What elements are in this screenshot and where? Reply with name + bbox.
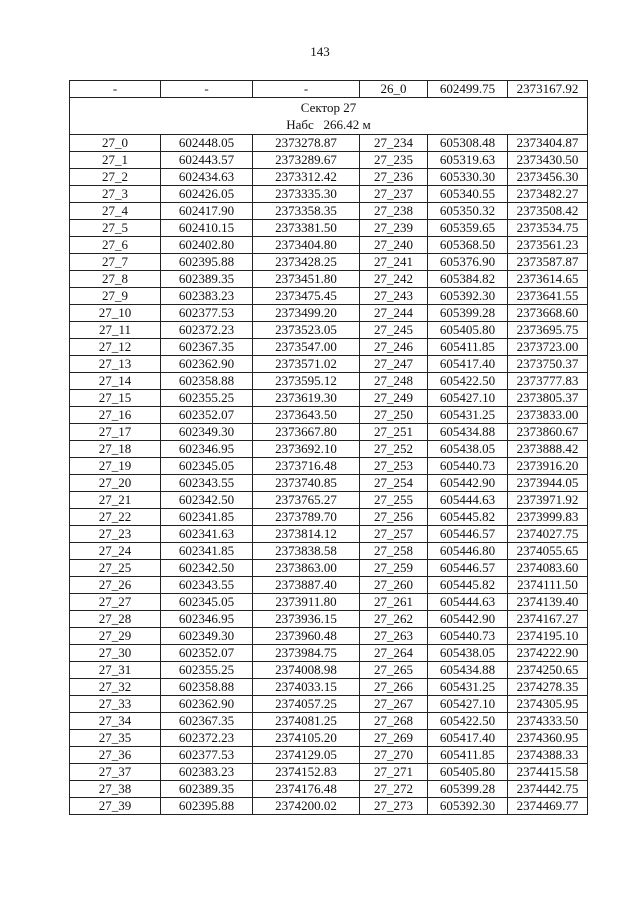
page-number: 143 — [310, 44, 330, 59]
table-row — [70, 713, 588, 730]
table-row — [70, 203, 588, 220]
table-cell: 2373614.65 — [508, 271, 588, 288]
table-cell: 27_39 — [70, 798, 161, 815]
table-cell: 602349.30 — [161, 628, 253, 645]
table-cell: 27_247 — [360, 356, 428, 373]
table-cell: 2373916.20 — [508, 458, 588, 475]
table-cell: 605444.63 — [428, 492, 508, 509]
table-cell: 2373571.02 — [253, 356, 360, 373]
sector-header — [70, 98, 588, 135]
table-cell: 27_260 — [360, 577, 428, 594]
table-cell: 27_234 — [360, 135, 428, 152]
table-cell: 2373499.20 — [253, 305, 360, 322]
table-cell: 2373335.30 — [253, 186, 360, 203]
table-cell: 602362.90 — [161, 696, 253, 713]
table-cell: 605440.73 — [428, 458, 508, 475]
table-cell: 2374278.35 — [508, 679, 588, 696]
table-cell: 2374167.27 — [508, 611, 588, 628]
table-cell: 2374415.58 — [508, 764, 588, 781]
table-cell: 2373451.80 — [253, 271, 360, 288]
table-cell: 605411.85 — [428, 747, 508, 764]
table-cell: 2373428.25 — [253, 254, 360, 271]
table-cell: 605368.50 — [428, 237, 508, 254]
table-cell: 2373695.75 — [508, 322, 588, 339]
table-cell: 2374333.50 — [508, 713, 588, 730]
table-cell: 605446.57 — [428, 560, 508, 577]
table-row — [70, 543, 588, 560]
table-cell: 27_235 — [360, 152, 428, 169]
table-cell: 2374200.02 — [253, 798, 360, 815]
sector-header-row — [70, 98, 588, 135]
table-row — [70, 492, 588, 509]
table-cell: 602372.23 — [161, 730, 253, 747]
table-cell: 602345.05 — [161, 594, 253, 611]
table-cell: 605319.63 — [428, 152, 508, 169]
table-cell: 2373667.80 — [253, 424, 360, 441]
table-cell: 27_35 — [70, 730, 161, 747]
table-cell: 27_0 — [70, 135, 161, 152]
table-row — [70, 152, 588, 169]
table-cell: 602341.85 — [161, 509, 253, 526]
table-cell: 2373404.87 — [508, 135, 588, 152]
table-cell: 605359.65 — [428, 220, 508, 237]
table-cell: 2373430.50 — [508, 152, 588, 169]
table-row — [70, 373, 588, 390]
table-cell: 2374081.25 — [253, 713, 360, 730]
table-cell: 27_37 — [70, 764, 161, 781]
table-row — [70, 339, 588, 356]
table-row — [70, 135, 588, 152]
table-cell: 27_15 — [70, 390, 161, 407]
table-cell: 2373944.05 — [508, 475, 588, 492]
table-cell: 27_23 — [70, 526, 161, 543]
table-cell: 605422.50 — [428, 373, 508, 390]
table-cell: 605431.25 — [428, 407, 508, 424]
table-cell: 602343.55 — [161, 475, 253, 492]
table-cell: 605434.88 — [428, 424, 508, 441]
table-cell: 27_273 — [360, 798, 428, 815]
table-cell: 2373523.05 — [253, 322, 360, 339]
table-cell: 27_24 — [70, 543, 161, 560]
table-cell: 602395.88 — [161, 254, 253, 271]
table-cell: 605308.48 — [428, 135, 508, 152]
table-cell: 2374195.10 — [508, 628, 588, 645]
table-cell: 27_264 — [360, 645, 428, 662]
table-cell: 27_38 — [70, 781, 161, 798]
table-cell: 605440.73 — [428, 628, 508, 645]
table-cell: 602343.55 — [161, 577, 253, 594]
table-cell: 27_239 — [360, 220, 428, 237]
table-row — [70, 696, 588, 713]
table-row — [70, 645, 588, 662]
table-cell: 27_258 — [360, 543, 428, 560]
table-cell: 27_236 — [360, 169, 428, 186]
table-cell: 27_33 — [70, 696, 161, 713]
table-cell: 605392.30 — [428, 288, 508, 305]
table-cell: 602443.57 — [161, 152, 253, 169]
table-cell: 27_238 — [360, 203, 428, 220]
table-cell: 27_17 — [70, 424, 161, 441]
table-cell: 2374305.95 — [508, 696, 588, 713]
table-cell: 605376.90 — [428, 254, 508, 271]
table-cell: 2373984.75 — [253, 645, 360, 662]
table-cell: 27_268 — [360, 713, 428, 730]
table-cell: 605405.80 — [428, 764, 508, 781]
table-cell: - — [253, 81, 360, 98]
table-cell: 27_10 — [70, 305, 161, 322]
table-cell: 2373619.30 — [253, 390, 360, 407]
table-row — [70, 679, 588, 696]
table-cell: 602434.63 — [161, 169, 253, 186]
table-cell: 602346.95 — [161, 611, 253, 628]
table-cell: 2373534.75 — [508, 220, 588, 237]
table-cell: 605438.05 — [428, 645, 508, 662]
table-cell: 605427.10 — [428, 696, 508, 713]
table-row — [70, 577, 588, 594]
table-cell: 2373312.42 — [253, 169, 360, 186]
table-cell: 602345.05 — [161, 458, 253, 475]
table-cell: 2373887.40 — [253, 577, 360, 594]
table-cell: 27_3 — [70, 186, 161, 203]
table-cell: 2373475.45 — [253, 288, 360, 305]
table-cell: 602499.75 — [428, 81, 508, 98]
height-label: Набс — [286, 117, 314, 132]
table-cell: 27_29 — [70, 628, 161, 645]
table-cell: 602341.85 — [161, 543, 253, 560]
table-cell: 27_254 — [360, 475, 428, 492]
table-cell: 27_246 — [360, 339, 428, 356]
table-cell: 2374027.75 — [508, 526, 588, 543]
table-cell: 2373358.35 — [253, 203, 360, 220]
table-cell: 27_19 — [70, 458, 161, 475]
table-cell: 602426.05 — [161, 186, 253, 203]
table-cell: 605422.50 — [428, 713, 508, 730]
table-cell: 27_266 — [360, 679, 428, 696]
table-cell: 602402.80 — [161, 237, 253, 254]
table-cell: 2374105.20 — [253, 730, 360, 747]
table-cell: - — [161, 81, 253, 98]
table-cell: 602342.50 — [161, 492, 253, 509]
table-cell: 2374250.65 — [508, 662, 588, 679]
table-row — [70, 305, 588, 322]
table-cell: 2374139.40 — [508, 594, 588, 611]
table-row — [70, 424, 588, 441]
table-cell: 2373668.60 — [508, 305, 588, 322]
table-cell: 27_31 — [70, 662, 161, 679]
table-cell: 27_20 — [70, 475, 161, 492]
table-cell: 602346.95 — [161, 441, 253, 458]
table-row — [70, 798, 588, 815]
table-cell: 2373508.42 — [508, 203, 588, 220]
table-row — [70, 747, 588, 764]
table-cell: 602417.90 — [161, 203, 253, 220]
table-row — [70, 237, 588, 254]
table-row — [70, 220, 588, 237]
table-cell: 602349.30 — [161, 424, 253, 441]
table-row — [70, 662, 588, 679]
sector-title: Сектор 27 — [300, 100, 357, 115]
table-cell: 2373381.50 — [253, 220, 360, 237]
table-cell: 27_269 — [360, 730, 428, 747]
table-cell: 2373999.83 — [508, 509, 588, 526]
table-cell: 27_255 — [360, 492, 428, 509]
table-cell: 605445.82 — [428, 509, 508, 526]
table-cell: 27_271 — [360, 764, 428, 781]
table-cell: 605350.32 — [428, 203, 508, 220]
table-row — [70, 594, 588, 611]
table-cell: 27_26 — [70, 577, 161, 594]
table-cell: 2373765.27 — [253, 492, 360, 509]
table-cell: 27_252 — [360, 441, 428, 458]
table-cell: 27_6 — [70, 237, 161, 254]
table-cell: 27_27 — [70, 594, 161, 611]
table-cell: 602448.05 — [161, 135, 253, 152]
table-row — [70, 186, 588, 203]
table-cell: 602367.35 — [161, 339, 253, 356]
table-cell: 605399.28 — [428, 781, 508, 798]
table-cell: 2374469.77 — [508, 798, 588, 815]
table-row — [70, 169, 588, 186]
table-cell: 2373777.83 — [508, 373, 588, 390]
table-cell: 27_257 — [360, 526, 428, 543]
table-cell: 602377.53 — [161, 747, 253, 764]
table-cell: 2374129.05 — [253, 747, 360, 764]
table-cell: 27_253 — [360, 458, 428, 475]
table-row — [70, 288, 588, 305]
table-cell: 605445.82 — [428, 577, 508, 594]
table-cell: 2373641.55 — [508, 288, 588, 305]
table-row — [70, 781, 588, 798]
table-cell: 602358.88 — [161, 373, 253, 390]
table-cell: 602352.07 — [161, 407, 253, 424]
table-cell: 2373456.30 — [508, 169, 588, 186]
table-cell: 27_259 — [360, 560, 428, 577]
table-cell: 602395.88 — [161, 798, 253, 815]
table-cell: 2374033.15 — [253, 679, 360, 696]
table-cell: 27_242 — [360, 271, 428, 288]
table-row — [70, 458, 588, 475]
table-row — [70, 441, 588, 458]
table-cell: 27_30 — [70, 645, 161, 662]
table-cell: 27_263 — [360, 628, 428, 645]
table-row — [70, 254, 588, 271]
table-cell: 2373547.00 — [253, 339, 360, 356]
table-row — [70, 407, 588, 424]
table-cell: 605434.88 — [428, 662, 508, 679]
table-cell: 605330.30 — [428, 169, 508, 186]
table-cell: 602410.15 — [161, 220, 253, 237]
table-cell: 2373289.67 — [253, 152, 360, 169]
table-cell: 2374176.48 — [253, 781, 360, 798]
table-cell: 2373482.27 — [508, 186, 588, 203]
table-cell: 27_7 — [70, 254, 161, 271]
table-cell: 27_2 — [70, 169, 161, 186]
table-cell: - — [70, 81, 161, 98]
table-cell: 605442.90 — [428, 475, 508, 492]
table-cell: 2373936.15 — [253, 611, 360, 628]
table-cell: 605411.85 — [428, 339, 508, 356]
table-cell: 27_14 — [70, 373, 161, 390]
table-cell: 2373805.37 — [508, 390, 588, 407]
table-cell: 27_1 — [70, 152, 161, 169]
table-cell: 602352.07 — [161, 645, 253, 662]
table-cell: 605384.82 — [428, 271, 508, 288]
table-cell: 605340.55 — [428, 186, 508, 203]
table-cell: 2374008.98 — [253, 662, 360, 679]
table-cell: 605417.40 — [428, 730, 508, 747]
table-cell: 27_256 — [360, 509, 428, 526]
table-cell: 27_261 — [360, 594, 428, 611]
table-cell: 2374055.65 — [508, 543, 588, 560]
table-cell: 2373692.10 — [253, 441, 360, 458]
table-cell: 27_250 — [360, 407, 428, 424]
table-cell: 27_240 — [360, 237, 428, 254]
table-cell: 2374111.50 — [508, 577, 588, 594]
table-row — [70, 611, 588, 628]
table-cell: 27_16 — [70, 407, 161, 424]
table-cell: 602342.50 — [161, 560, 253, 577]
table-row — [70, 730, 588, 747]
table-cell: 27_8 — [70, 271, 161, 288]
table-cell: 2374057.25 — [253, 696, 360, 713]
table-cell: 27_237 — [360, 186, 428, 203]
table-cell: 27_25 — [70, 560, 161, 577]
table-cell: 2374360.95 — [508, 730, 588, 747]
table-cell: 2373971.92 — [508, 492, 588, 509]
table-cell: 2373723.00 — [508, 339, 588, 356]
table-cell: 605446.80 — [428, 543, 508, 560]
table-cell: 27_9 — [70, 288, 161, 305]
table-cell: 602389.35 — [161, 271, 253, 288]
table-cell: 605438.05 — [428, 441, 508, 458]
table-cell: 27_36 — [70, 747, 161, 764]
table-cell: 27_11 — [70, 322, 161, 339]
table-cell: 2373278.87 — [253, 135, 360, 152]
table-cell: 27_245 — [360, 322, 428, 339]
table-cell: 27_21 — [70, 492, 161, 509]
table-cell: 2374388.33 — [508, 747, 588, 764]
table-row — [70, 390, 588, 407]
table-cell: 27_249 — [360, 390, 428, 407]
table-cell: 2373404.80 — [253, 237, 360, 254]
table-cell: 27_241 — [360, 254, 428, 271]
table-cell: 2373587.87 — [508, 254, 588, 271]
table-cell: 27_22 — [70, 509, 161, 526]
table-cell: 2373167.92 — [508, 81, 588, 98]
table-cell: 2373750.37 — [508, 356, 588, 373]
table-cell: 2374222.90 — [508, 645, 588, 662]
table-row — [70, 560, 588, 577]
table-cell: 602377.53 — [161, 305, 253, 322]
table-row — [70, 475, 588, 492]
table-row — [70, 764, 588, 781]
table-cell: 602389.35 — [161, 781, 253, 798]
table-row-top — [70, 81, 588, 98]
table-cell: 602355.25 — [161, 662, 253, 679]
table-cell: 605399.28 — [428, 305, 508, 322]
table-cell: 27_267 — [360, 696, 428, 713]
table-cell: 605431.25 — [428, 679, 508, 696]
table-cell: 605392.30 — [428, 798, 508, 815]
table-cell: 602372.23 — [161, 322, 253, 339]
table-cell: 602358.88 — [161, 679, 253, 696]
table-row — [70, 526, 588, 543]
table-cell: 27_244 — [360, 305, 428, 322]
table-cell: 2374152.83 — [253, 764, 360, 781]
table-cell: 602362.90 — [161, 356, 253, 373]
table-cell: 2373814.12 — [253, 526, 360, 543]
table-cell: 602355.25 — [161, 390, 253, 407]
height-value: 266.42 м — [323, 117, 371, 132]
table-cell: 27_248 — [360, 373, 428, 390]
coordinates-table — [69, 80, 588, 815]
table-cell: 2373643.50 — [253, 407, 360, 424]
table-cell: 2373863.00 — [253, 560, 360, 577]
table-cell: 605417.40 — [428, 356, 508, 373]
table-cell: 27_270 — [360, 747, 428, 764]
table-cell: 27_18 — [70, 441, 161, 458]
table-row — [70, 628, 588, 645]
table-row — [70, 356, 588, 373]
table-cell: 602341.63 — [161, 526, 253, 543]
table-cell: 2373833.00 — [508, 407, 588, 424]
table-row — [70, 322, 588, 339]
table-cell: 2374442.75 — [508, 781, 588, 798]
table-cell: 27_5 — [70, 220, 161, 237]
table-cell: 602383.23 — [161, 764, 253, 781]
table-cell: 2373595.12 — [253, 373, 360, 390]
table-cell: 2374083.60 — [508, 560, 588, 577]
table-cell: 602383.23 — [161, 288, 253, 305]
table-cell: 27_265 — [360, 662, 428, 679]
table-cell: 27_243 — [360, 288, 428, 305]
table-cell: 2373561.23 — [508, 237, 588, 254]
table-cell: 27_4 — [70, 203, 161, 220]
table-cell: 27_34 — [70, 713, 161, 730]
table-cell: 2373716.48 — [253, 458, 360, 475]
table-cell: 605427.10 — [428, 390, 508, 407]
table-cell: 605444.63 — [428, 594, 508, 611]
table-cell: 27_251 — [360, 424, 428, 441]
table-cell: 2373838.58 — [253, 543, 360, 560]
table-cell: 602367.35 — [161, 713, 253, 730]
table-cell: 27_28 — [70, 611, 161, 628]
table-cell: 605405.80 — [428, 322, 508, 339]
table-cell: 27_262 — [360, 611, 428, 628]
table-cell: 27_13 — [70, 356, 161, 373]
sector-height — [73, 116, 584, 133]
table-cell: 2373960.48 — [253, 628, 360, 645]
table-cell: 605446.57 — [428, 526, 508, 543]
table-cell: 2373888.42 — [508, 441, 588, 458]
table-cell: 27_12 — [70, 339, 161, 356]
table-row — [70, 271, 588, 288]
table-cell: 2373860.67 — [508, 424, 588, 441]
table-cell: 605442.90 — [428, 611, 508, 628]
table-cell: 2373911.80 — [253, 594, 360, 611]
table-cell: 27_272 — [360, 781, 428, 798]
table-cell: 26_0 — [360, 81, 428, 98]
table-cell: 27_32 — [70, 679, 161, 696]
table-cell: 2373740.85 — [253, 475, 360, 492]
table-row — [70, 509, 588, 526]
table-cell: 2373789.70 — [253, 509, 360, 526]
